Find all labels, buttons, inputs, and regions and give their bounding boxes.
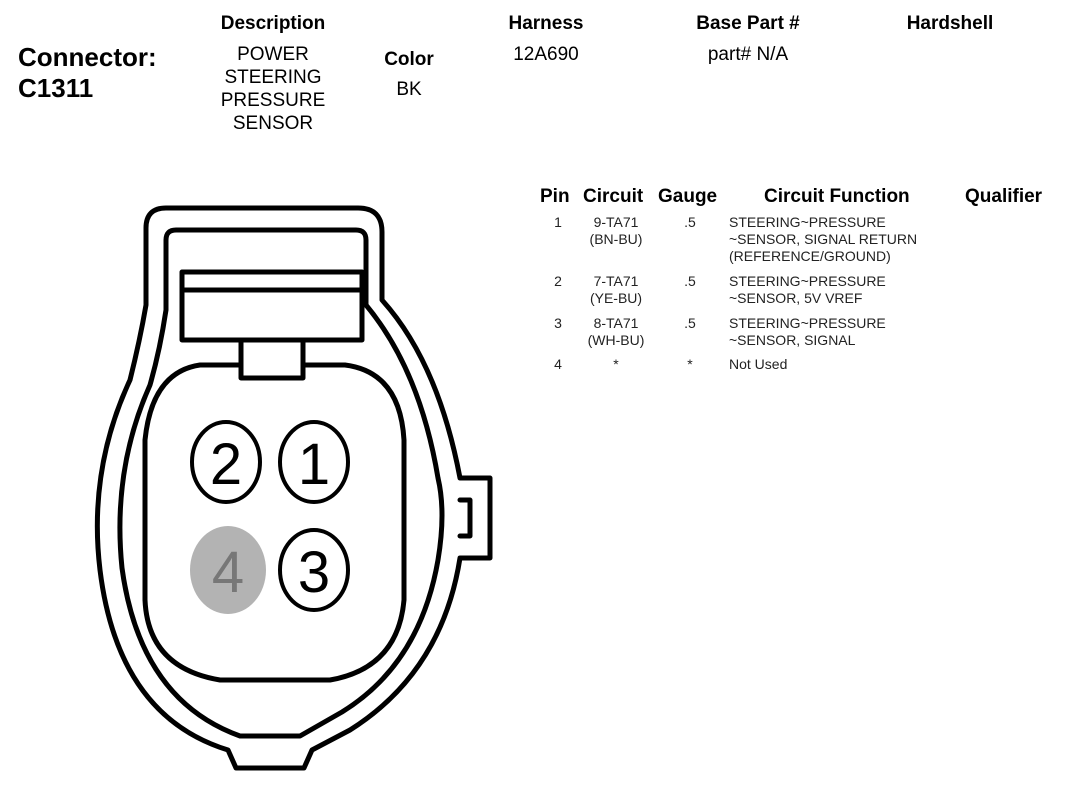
pin-2 [192, 422, 260, 502]
function-line: ~SENSOR, SIGNAL RETURN [729, 231, 918, 247]
color-header: Color [384, 49, 434, 70]
pin-1-label: 1 [297, 432, 331, 497]
pin-2-label: 2 [209, 432, 243, 497]
table-row-gauge: .5 [684, 273, 696, 289]
harness-header: Harness [508, 13, 584, 34]
pin-4-unused [190, 526, 266, 614]
table-row-pin: 2 [554, 273, 562, 289]
function-line: ~SENSOR, 5V VREF [729, 290, 863, 306]
table-row-pin: 1 [554, 214, 562, 230]
pin-1 [280, 422, 348, 502]
base-part-header: Base Part # [696, 13, 800, 34]
locking-latch [182, 272, 362, 340]
circuit-line: * [613, 356, 619, 372]
description-line: PRESSURE [220, 90, 326, 111]
description-line: STEERING [224, 67, 322, 88]
function-line: STEERING~PRESSURE [729, 315, 886, 331]
harness-value: 12A690 [513, 44, 579, 65]
table-row-gauge: .5 [684, 214, 696, 230]
circuit-column-header: Circuit [583, 186, 644, 207]
function-line: STEERING~PRESSURE [729, 273, 886, 289]
connector-id: C1311 [18, 73, 94, 103]
function-line: (REFERENCE/GROUND) [729, 248, 891, 264]
qualifier-column-header: Qualifier [965, 186, 1043, 207]
pin-cavity-outline [145, 365, 404, 680]
function-line: STEERING~PRESSURE [729, 214, 886, 230]
color-value: BK [396, 79, 422, 100]
table-row-gauge: * [687, 356, 693, 372]
connector-label: Connector: [18, 42, 157, 72]
circuit-line: (YE-BU) [589, 290, 643, 306]
table-row-pin: 3 [554, 315, 562, 331]
latch-tab [241, 340, 303, 378]
pin-4-label: 4 [211, 540, 245, 605]
circuit-line: 7-TA71 [593, 273, 639, 289]
circuit-line: (WH-BU) [587, 332, 645, 348]
description-line: SENSOR [232, 113, 314, 134]
circuit-line: (BN-BU) [589, 231, 643, 247]
hardshell-header: Hardshell [906, 13, 994, 34]
gauge-column-header: Gauge [658, 186, 718, 207]
table-row-gauge: .5 [684, 315, 696, 331]
pin-3 [280, 530, 348, 610]
circuit-line: 8-TA71 [593, 315, 639, 331]
description-header: Description [220, 13, 326, 34]
function-line: Not Used [729, 356, 788, 372]
side-key [460, 500, 470, 536]
description-line: POWER [237, 44, 309, 65]
function-column-header: Circuit Function [764, 186, 910, 207]
pin-3-label: 3 [297, 540, 331, 605]
table-row-pin: 4 [554, 356, 562, 372]
function-line: ~SENSOR, SIGNAL [729, 332, 856, 348]
pin-column-header: Pin [540, 186, 570, 207]
circuit-line: 9-TA71 [593, 214, 639, 230]
base-part-value: part# N/A [707, 44, 789, 65]
